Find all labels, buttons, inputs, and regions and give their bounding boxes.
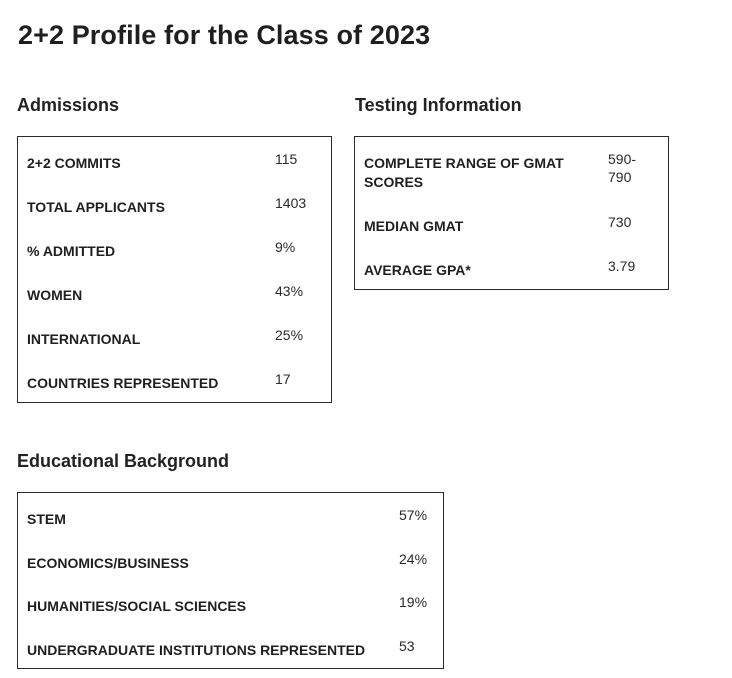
row-label: COUNTRIES REPRESENTED xyxy=(27,375,219,391)
row-value: 115 xyxy=(275,151,298,167)
row-label: MEDIAN GMAT xyxy=(364,218,464,234)
education-heading: Educational Background xyxy=(17,451,230,471)
admissions-heading: Admissions xyxy=(17,95,120,115)
testing-table xyxy=(354,136,669,290)
row-label: WOMEN xyxy=(27,287,83,303)
row-value: 3.79 xyxy=(608,258,636,274)
row-value: 24% xyxy=(399,551,428,567)
row-value: 25% xyxy=(275,327,304,343)
row-value: 9% xyxy=(275,239,296,255)
testing-heading: Testing Information xyxy=(355,95,522,115)
row-label: STEM xyxy=(27,511,66,527)
row-label: 2+2 COMMITS xyxy=(27,155,121,171)
row-value: 17 xyxy=(275,371,291,387)
row-label: HUMANITIES/SOCIAL SCIENCES xyxy=(27,598,247,614)
row-value: 1403 xyxy=(275,195,307,211)
row-label: TOTAL APPLICANTS xyxy=(27,199,165,215)
row-value: 53 xyxy=(399,638,415,654)
row-value: 43% xyxy=(275,283,304,299)
row-value: 57% xyxy=(399,507,428,523)
page-title: 2+2 Profile for the Class of 2023 xyxy=(18,20,431,50)
row-label: AVERAGE GPA* xyxy=(364,262,471,278)
row-value: 730 xyxy=(608,214,632,230)
admissions-table xyxy=(17,136,332,403)
row-value: 19% xyxy=(399,594,428,610)
education-table xyxy=(17,492,444,669)
row-label: INTERNATIONAL xyxy=(27,331,141,347)
row-label: % ADMITTED xyxy=(27,243,116,259)
row-label: ECONOMICS/BUSINESS xyxy=(27,555,189,571)
row-value: 590-790 xyxy=(608,151,637,185)
row-label: COMPLETE RANGE OF GMAT SCORES xyxy=(364,155,564,190)
row-label: UNDERGRADUATE INSTITUTIONS REPRESENTED xyxy=(27,642,366,658)
